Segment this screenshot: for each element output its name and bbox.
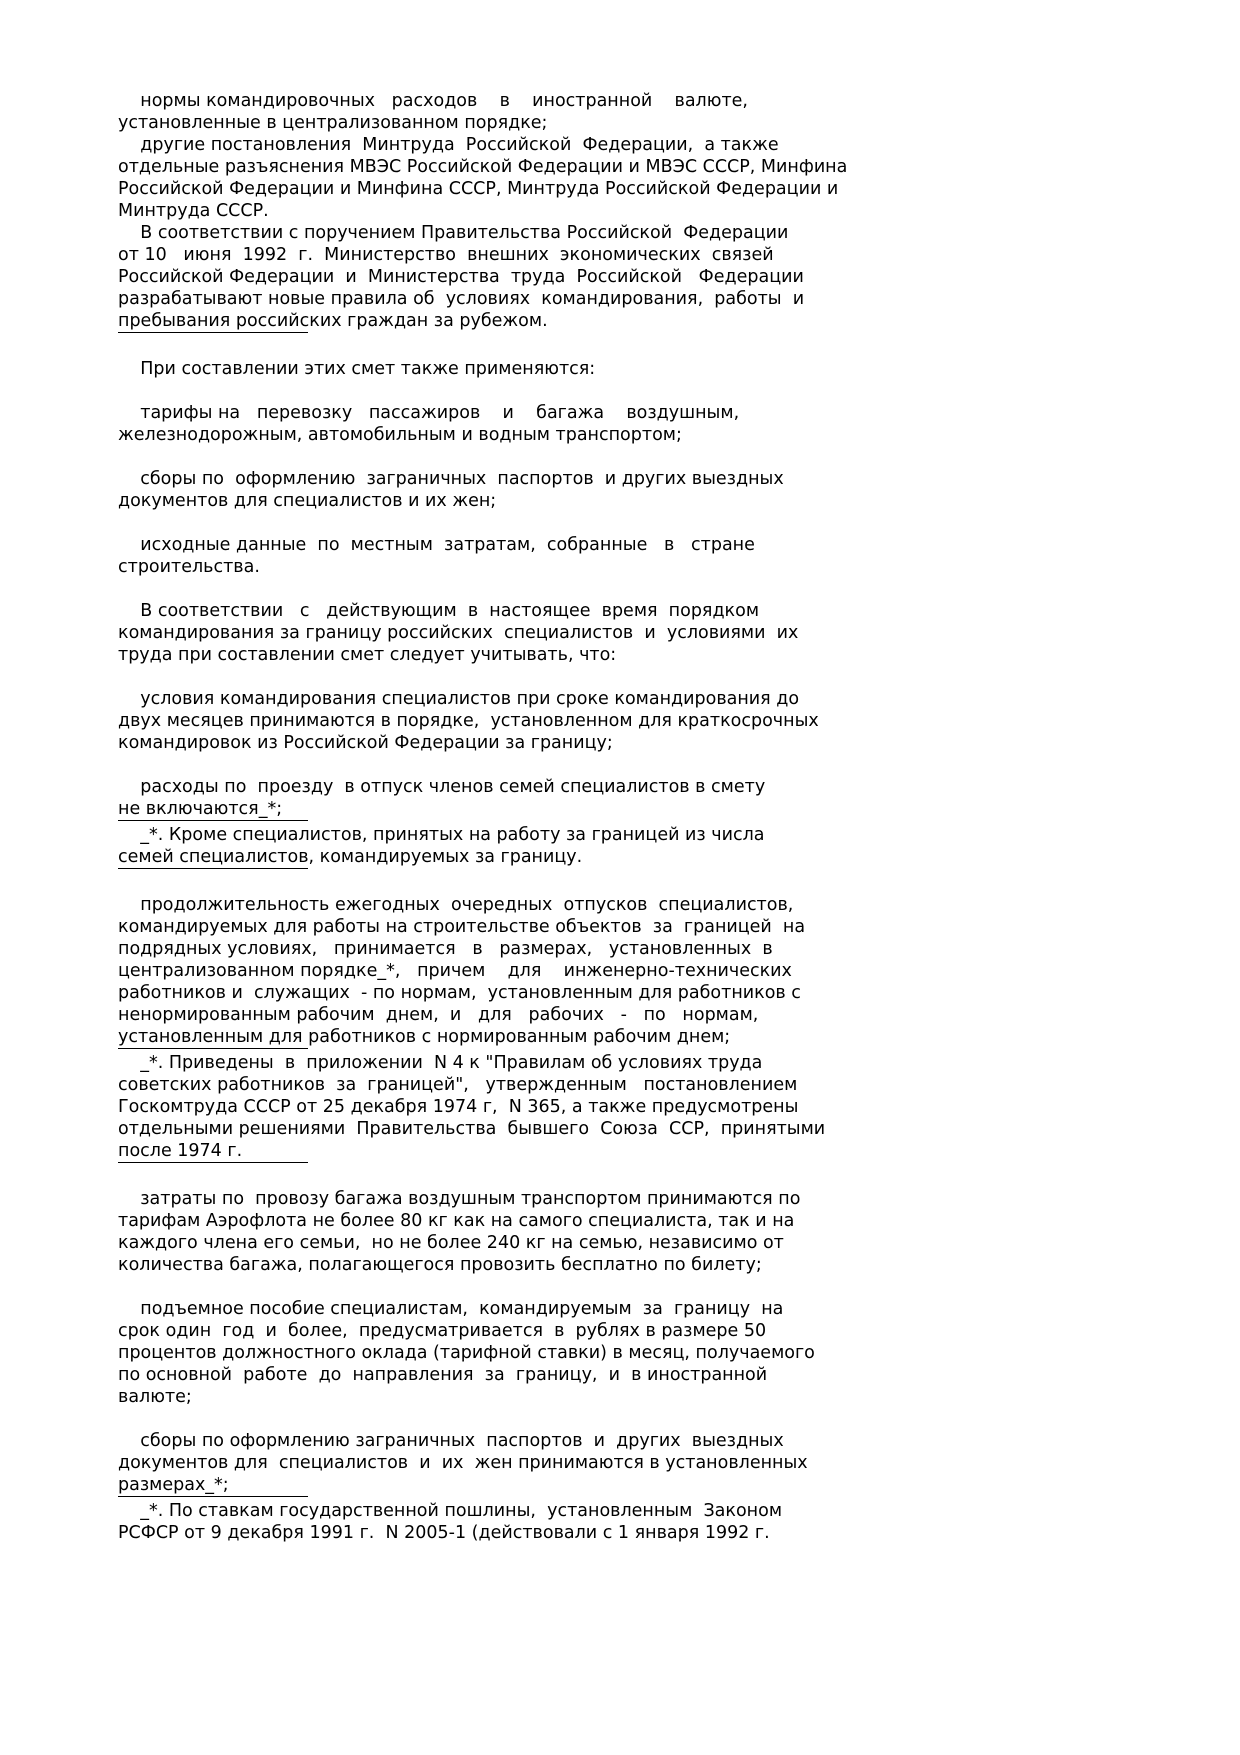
text-line: подрядных условиях, принимается в размерах, установленных в — [118, 939, 773, 959]
text-line: установленным для работников с нормированным рабочим днем; — [118, 1027, 731, 1047]
text-line: разрабатывают новые правила об условиях командирования, работы и — [118, 289, 805, 309]
text-line: количества багажа, полагающегося провозить бесплатно по билету; — [118, 1255, 762, 1275]
text-line: централизованном порядке_*, причем для инженерно-технических — [118, 961, 792, 981]
text-line: срок один год и более, предусматривается в рублях в размере 50 — [118, 1321, 767, 1341]
text-line: командируемых для работы на строительстве объектов за границей на — [118, 917, 806, 937]
text-line: подъемное пособие специалистам, командируемым за границу на — [118, 1299, 784, 1319]
paragraph — [118, 824, 1168, 868]
paragraph — [118, 1430, 1168, 1496]
text-line: двух месяцев принимаются в порядке, установленном для краткосрочных — [118, 711, 819, 731]
footnote-separator — [118, 868, 308, 869]
text-line: строительства. — [118, 557, 260, 577]
paragraph — [118, 1188, 1168, 1276]
document-page — [118, 90, 1168, 1544]
blank-line — [118, 754, 1168, 776]
blank-line — [118, 1408, 1168, 1430]
paragraph — [118, 600, 1168, 666]
text-line: затраты по провозу багажа воздушным транспортом принимаются по — [118, 1189, 801, 1209]
text-line: отдельные разъяснения МВЭС Российской Федерации и МВЭС СССР, Минфина — [118, 157, 848, 177]
paragraph — [118, 776, 1168, 820]
text-line: советских работников за границей", утвержденным постановлением — [118, 1075, 798, 1095]
text-line: _*. Кроме специалистов, принятых на работу за границей из числа — [118, 825, 765, 845]
text-line: командировок из Российской Федерации за границу; — [118, 733, 613, 753]
blank-line — [118, 512, 1168, 534]
footnote-separator — [118, 1162, 308, 1163]
text-line: размерах_*; — [118, 1475, 229, 1495]
text-line: тарифам Аэрофлота не более 80 кг как на самого специалиста, так и на — [118, 1211, 795, 1231]
paragraph — [118, 402, 1168, 446]
paragraph — [118, 1052, 1168, 1162]
text-line: сборы по оформлению заграничных паспортов и других выездных — [118, 469, 784, 489]
text-line: пребывания российских граждан за рубежом. — [118, 311, 548, 331]
blank-line — [118, 336, 1168, 358]
paragraph — [118, 1500, 1168, 1544]
paragraph — [118, 894, 1168, 1048]
text-line: процентов должностного оклада (тарифной ставки) в месяц, получаемого — [118, 1343, 815, 1363]
blank-line — [118, 1276, 1168, 1298]
paragraph — [118, 688, 1168, 754]
text-line: установленные в централизованном порядке; — [118, 113, 548, 133]
footnote-separator — [118, 1048, 308, 1049]
text-line: Госкомтруда СССР от 25 декабря 1974 г, N 365, а также предусмотрены — [118, 1097, 799, 1117]
text-line: каждого члена его семьи, но не более 240 кг на семью, независимо от — [118, 1233, 784, 1253]
text-line: после 1974 г. — [118, 1141, 243, 1161]
text-line: документов для специалистов и их жен принимаются в установленных — [118, 1453, 808, 1473]
text-line: труда при составлении смет следует учитывать, что: — [118, 645, 617, 665]
blank-line — [118, 380, 1168, 402]
text-line: _*. Приведены в приложении N 4 к "Правилам об условиях труда — [118, 1053, 763, 1073]
text-line: Минтруда СССР. — [118, 201, 269, 221]
footnote-separator — [118, 332, 308, 333]
paragraph — [118, 534, 1168, 578]
text-line: В соответствии с поручением Правительства Российской Федерации — [118, 223, 789, 243]
blank-line — [118, 1166, 1168, 1188]
text-line: Российской Федерации и Министерства труда Российской Федерации — [118, 267, 804, 287]
paragraph — [118, 358, 1168, 380]
paragraph — [118, 90, 1168, 332]
blank-line — [118, 872, 1168, 894]
text-line: нормы командировочных расходов в иностранной валюте, — [118, 91, 748, 111]
text-line: железнодорожным, автомобильным и водным транспортом; — [118, 425, 682, 445]
text-line: по основной работе до направления за границу, и в иностранной — [118, 1365, 768, 1385]
text-line: командирования за границу российских специалистов и условиями их — [118, 623, 799, 643]
text-line: исходные данные по местным затратам, собранные в стране — [118, 535, 755, 555]
text-line: _*. По ставкам государственной пошлины, установленным Законом — [118, 1501, 783, 1521]
text-line: тарифы на перевозку пассажиров и багажа воздушным, — [118, 403, 740, 423]
text-line: ненормированным рабочим днем, и для рабочих - по нормам, — [118, 1005, 759, 1025]
text-line: не включаются_*; — [118, 799, 283, 819]
blank-line — [118, 578, 1168, 600]
text-line: продолжительность ежегодных очередных отпусков специалистов, — [118, 895, 794, 915]
blank-line — [118, 666, 1168, 688]
text-line: отдельными решениями Правительства бывшего Союза ССР, принятыми — [118, 1119, 826, 1139]
text-line: другие постановления Минтруда Российской Федерации, а также — [118, 135, 779, 155]
text-line: документов для специалистов и их жен; — [118, 491, 497, 511]
paragraph — [118, 1298, 1168, 1408]
text-line: семей специалистов, командируемых за границу. — [118, 847, 583, 867]
text-line: сборы по оформлению заграничных паспортов и других выездных — [118, 1431, 784, 1451]
text-line: условия командирования специалистов при сроке командирования до — [118, 689, 800, 709]
text-line: Российской Федерации и Минфина СССР, Минтруда Российской Федерации и — [118, 179, 839, 199]
text-line: валюте; — [118, 1387, 192, 1407]
footnote-separator — [118, 820, 308, 821]
paragraph — [118, 468, 1168, 512]
text-line: работников и служащих - по нормам, установленным для работников с — [118, 983, 801, 1003]
text-line: расходы по проезду в отпуск членов семей специалистов в смету — [118, 777, 766, 797]
text-line: от 10 июня 1992 г. Министерство внешних экономических связей — [118, 245, 774, 265]
text-line: В соответствии с действующим в настоящее время порядком — [118, 601, 760, 621]
text-line: При составлении этих смет также применяются: — [118, 359, 596, 379]
blank-line — [118, 446, 1168, 468]
footnote-separator — [118, 1496, 308, 1497]
text-line: РСФСР от 9 декабря 1991 г. N 2005-1 (действовали с 1 января 1992 г. — [118, 1523, 770, 1543]
